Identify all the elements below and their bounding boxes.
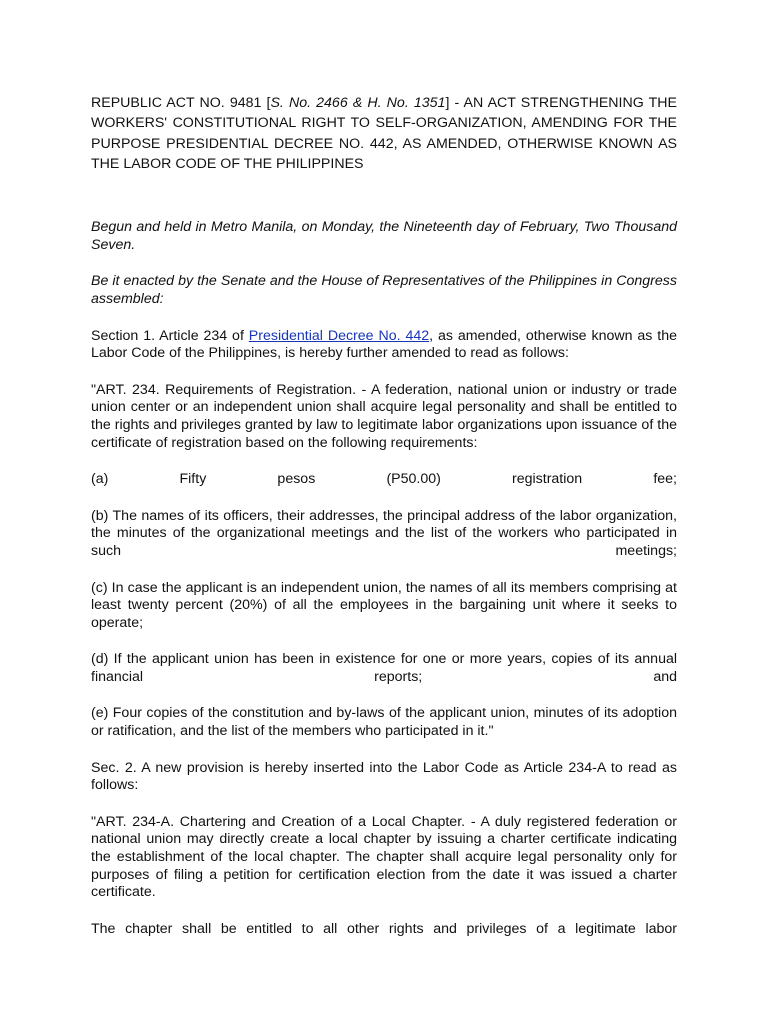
document-page [91, 93, 677, 938]
requirement-a: (a) Fifty pesos (P50.00) registration fee; [91, 471, 677, 488]
section-2-intro: Sec. 2. A new provision is hereby inserted into the Labor Code as Article 234-A to read as follows: [91, 759, 677, 794]
requirement-d: (d) If the applicant union has been in existence for one or more years, copies of its annual financial reports; and [91, 651, 677, 685]
requirement-b: (b) The names of its officers, their addresses, the principal address of the labor organization, the minutes of the organizational meetings and the list of the workers who participated in such meetings; [91, 507, 677, 559]
bill-numbers: S. No. 2466 & H. No. 1351 [270, 95, 446, 111]
preamble-begun: Begun and held in Metro Manila, on Monday, the Nineteenth day of February, Two Thousand Seven. [91, 219, 677, 253]
presidential-decree-link[interactable]: Presidential Decree No. 442 [248, 327, 430, 344]
act-title-suffix: ] - AN ACT STRENGTHENING THE WORKERS' CONSTITUTIONAL RIGHT TO SELF-ORGANIZATION, AMENDING FOR THE PURPOSE PRESIDENTIAL DECREE NO. 442, AS AMENDED, OTHERWISE KNOWN AS THE LABOR CODE OF THE PHILIPPINES [91, 95, 677, 172]
article-234a-text: "ART. 234-A. Chartering and Creation of a Local Chapter. - A duly registered federation or national union may directly create a local chapter by issuing a charter certificate indicating the establishment of the local chapter. The chapter shall acquire legal personality only for purposes of filing a petition for certification election from the date it was issued a charter certificate. [91, 813, 677, 901]
act-title [91, 93, 677, 174]
section-1-intro [91, 328, 677, 363]
section-1-intro-end: , as amended, otherwise known as the Labor Code of the Philippines, is hereby further amended to read as follows: [91, 327, 677, 362]
chapter-rights-text: The chapter shall be entitled to all other rights and privileges of a legitimate labor [91, 920, 677, 937]
section-1-intro-start: Section 1. Article 234 of [91, 327, 249, 344]
preamble-enacted: Be it enacted by the Senate and the House of Representatives of the Philippines in Congress assembled: [91, 273, 677, 307]
requirement-e: (e) Four copies of the constitution and by-laws of the applicant union, minutes of its adoption or ratification, and the list of the members who participated in it." [91, 705, 677, 740]
article-234-text: "ART. 234. Requirements of Registration. - A federation, national union or industry or trade union center or an independent union shall acquire legal personality and shall be entitled to the rights and privileges granted by law to legitimate labor organizations upon issuance of the certificate of registration based on the following requirements: [91, 381, 677, 451]
requirement-c: (c) In case the applicant is an independent union, the names of all its members comprising at least twenty percent (20%) of all the employees in the bargaining unit where it seeks to operate; [91, 579, 677, 631]
act-title-prefix: REPUBLIC ACT NO. 9481 [ [91, 95, 271, 111]
